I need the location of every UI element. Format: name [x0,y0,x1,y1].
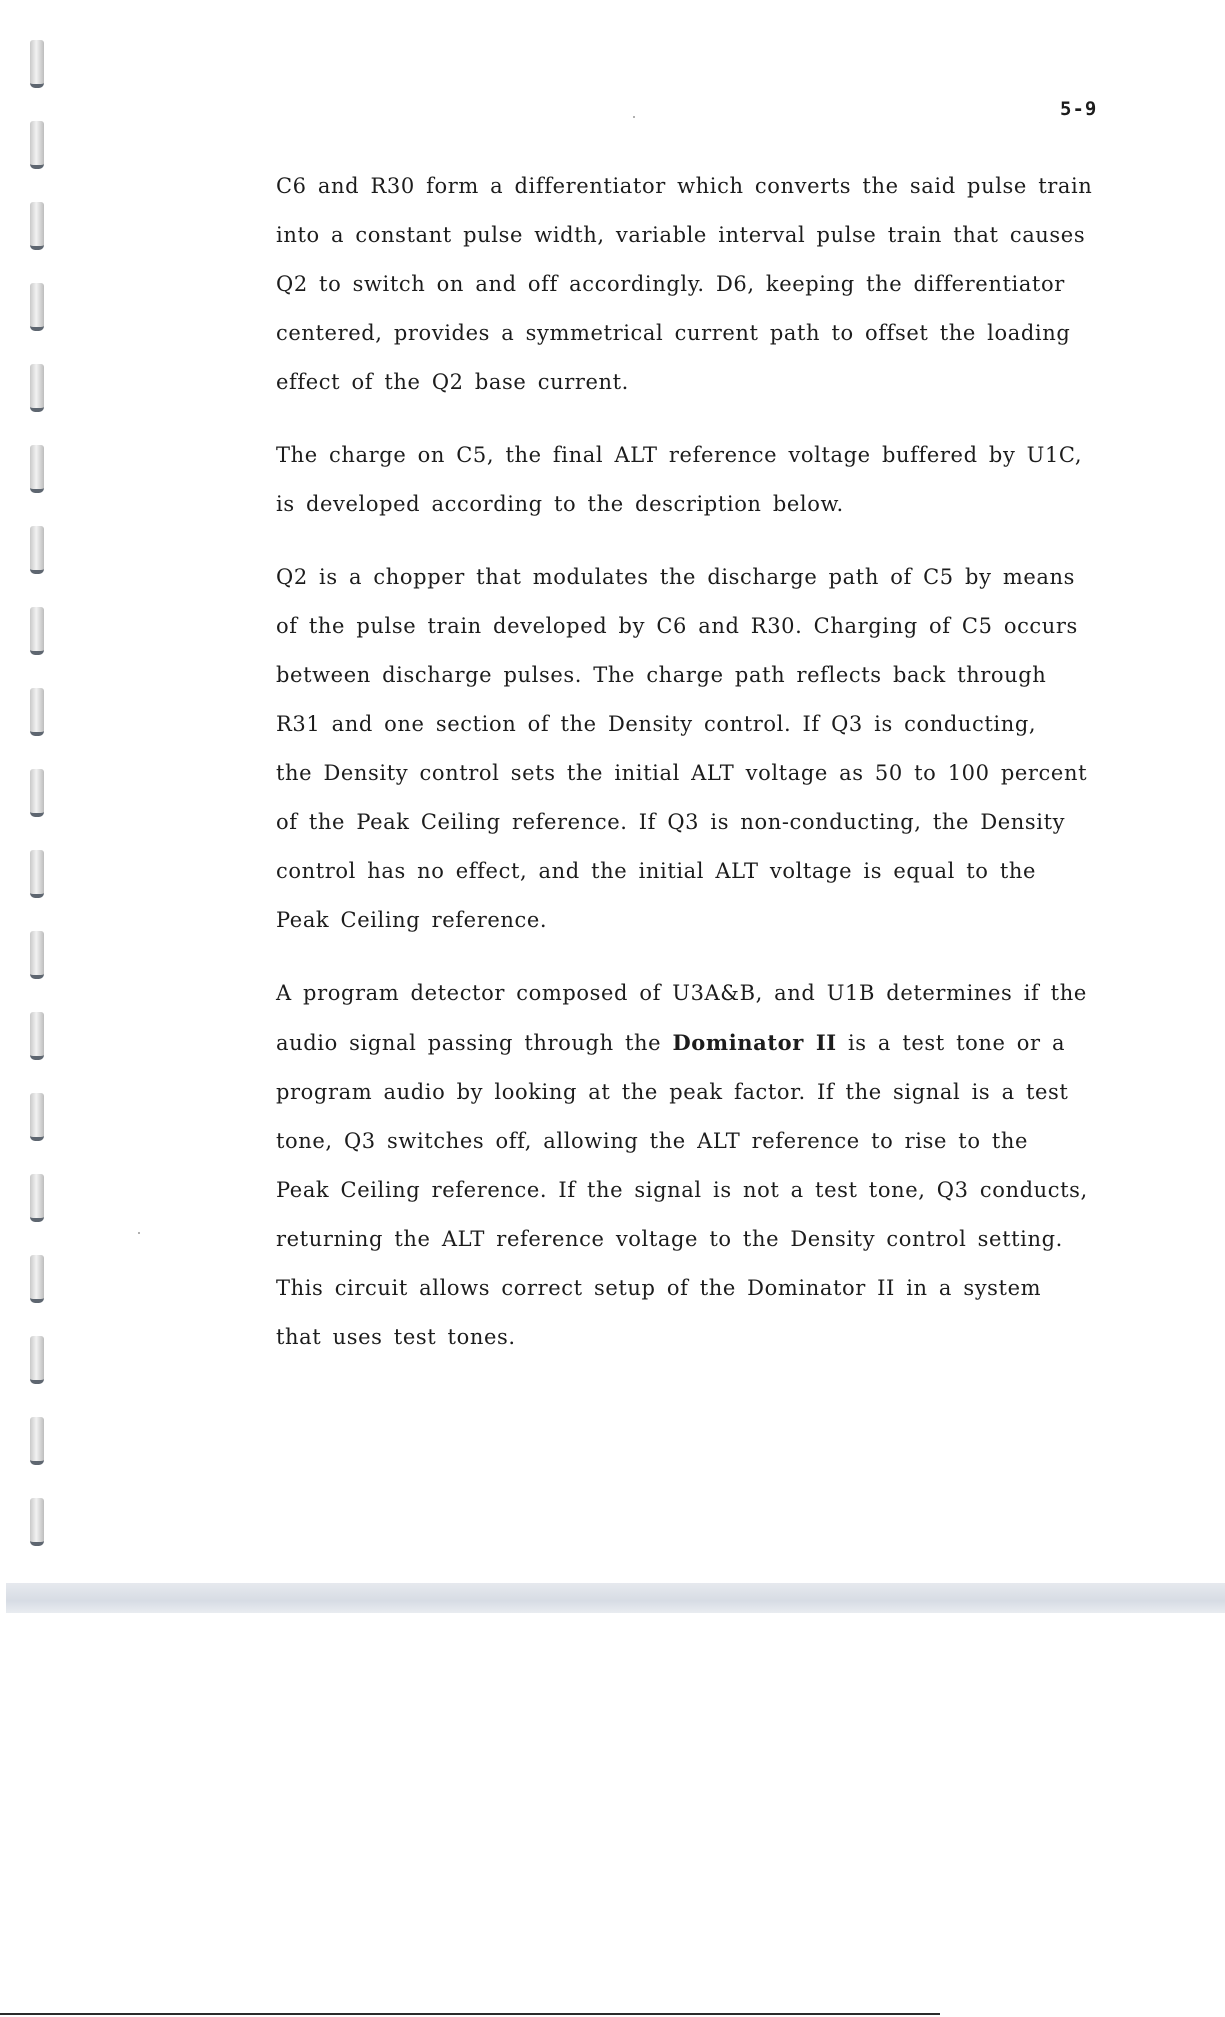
text-line: program audio by looking at the peak factor. If the signal is a test [276,1080,1069,1104]
binding-hole [30,283,44,331]
scan-speck [633,116,635,118]
text-line: is developed according to the description below. [276,492,844,516]
page-number: 5-9 [1060,98,1098,120]
text-line: Peak Ceiling reference. If the signal is not a test tone, Q3 conducts, [276,1178,1088,1202]
binding-hole [30,769,44,817]
paragraph [276,553,1146,945]
binding-hole [30,1012,44,1060]
text-line: effect of the Q2 base current. [276,370,629,394]
text-line: C6 and R30 form a differentiator which converts the said pulse train [276,174,1093,198]
text-run: is a test tone or a [836,1031,1066,1055]
text-line: control has no effect, and the initial ALT voltage is equal to the [276,859,1037,883]
page-edge-shadow [6,1583,1225,1613]
text-line [276,1018,1146,1068]
scan-speck [138,1232,140,1234]
binding-hole [30,1417,44,1465]
text-line: Q2 is a chopper that modulates the discharge path of C5 by means [276,565,1075,589]
text-line: that uses test tones. [276,1325,516,1349]
binding-hole [30,445,44,493]
text-line: between discharge pulses. The charge path reflects back through [276,663,1047,687]
text-line: centered, provides a symmetrical current path to offset the loading [276,321,1071,345]
bottom-rule [0,2013,940,2015]
text-line: into a constant pulse width, variable interval pulse train that causes [276,223,1086,247]
binding-hole [30,1093,44,1141]
text-line: R31 and one section of the Density control. If Q3 is conducting, [276,712,1037,736]
text-line: of the Peak Ceiling reference. If Q3 is non-conducting, the Density [276,810,1066,834]
text-line: The charge on C5, the final ALT reference voltage buffered by U1C, [276,443,1083,467]
binding-hole [30,121,44,169]
binding-hole [30,850,44,898]
text-run: audio signal passing through the [276,1031,673,1055]
text-line: the Density control sets the initial ALT voltage as 50 to 100 percent [276,761,1088,785]
binding-hole [30,1174,44,1222]
product-name: Dominator II [672,1030,837,1055]
binding-hole [30,526,44,574]
binding-hole [30,1336,44,1384]
binding-holes [30,40,46,1560]
binding-hole [30,931,44,979]
text-line: tone, Q3 switches off, allowing the ALT reference to rise to the [276,1129,1029,1153]
text-line: Q2 to switch on and off accordingly. D6, keeping the differentiator [276,272,1065,296]
binding-hole [30,607,44,655]
body-text [276,162,1146,1386]
text-line: Peak Ceiling reference. [276,908,548,932]
binding-hole [30,40,44,88]
text-line: This circuit allows correct setup of the Dominator II in a system [276,1276,1042,1300]
binding-hole [30,364,44,412]
binding-hole [30,202,44,250]
binding-hole [30,688,44,736]
paragraph [276,162,1146,407]
binding-hole [30,1255,44,1303]
text-line: returning the ALT reference voltage to the Density control setting. [276,1227,1063,1251]
paragraph [276,431,1146,529]
paragraph [276,969,1146,1362]
text-line: of the pulse train developed by C6 and R30. Charging of C5 occurs [276,614,1078,638]
binding-hole [30,1498,44,1546]
text-line: A program detector composed of U3A&B, and U1B determines if the [276,981,1087,1005]
